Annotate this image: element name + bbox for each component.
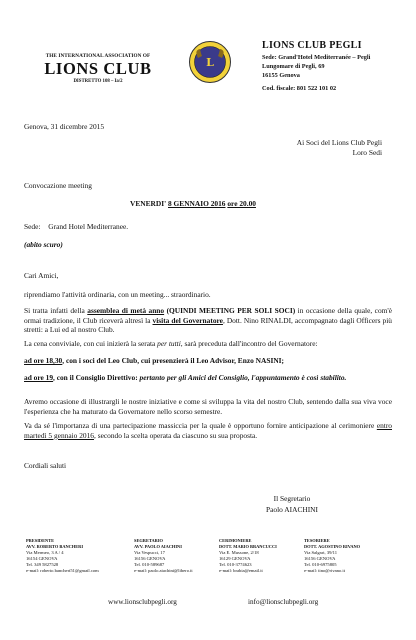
- officer-line: Tel. 349 5827528: [26, 562, 59, 567]
- officer-line: Tel. 010-6975805: [304, 562, 337, 567]
- meeting-time: ore 20.00: [227, 199, 256, 208]
- text-run: , con i soci del Leo Club, cui presenzierà il Leo Advisor, Enzo NASINI;: [62, 356, 284, 365]
- venue-line: [24, 222, 128, 232]
- text-run: ad ore 19: [24, 373, 54, 382]
- text-run: assemblea di metà anno: [87, 306, 165, 315]
- officer-name: DOTT. MARIO BRANCUCCI: [219, 544, 277, 549]
- paragraph-leo: [24, 356, 392, 366]
- officer-line: Tel. 010-3774623: [219, 562, 252, 567]
- officer-role: CERIMONIERE: [219, 538, 252, 543]
- officer-treasurer: [304, 538, 394, 574]
- officer-line: 16156 GENOVA: [304, 556, 336, 561]
- officer-line: Via Salgari, 39/11: [304, 550, 338, 555]
- letter-date: Genova, 31 dicembre 2015: [24, 122, 105, 131]
- text-run: Si tratta infatti della: [24, 306, 88, 315]
- dress-code: (abito scuro): [24, 240, 63, 249]
- officer-line: Via Vespucci, 17: [134, 550, 165, 555]
- lions-logo-icon: [188, 40, 232, 84]
- text-run: per tutti: [157, 339, 181, 348]
- officer-email[interactable]: e-mail: tino@rivano.it: [304, 568, 345, 573]
- text-run: , Dott. Nino RINALDI, accompagnato dagli Officers più stretti: a Lui ed al nostro Club.: [24, 315, 392, 335]
- paragraph-participation: [24, 421, 392, 440]
- officer-line: 16154 GENOVA: [26, 556, 58, 561]
- officer-email[interactable]: e-mail: roberto.bancheri51@gmail.com: [26, 568, 99, 573]
- lions-club-title: LIONS CLUB: [44, 59, 152, 78]
- officer-name: AVV. PAOLO AIACHINI: [134, 544, 182, 549]
- district-label: DISTRETTO 108 – Ia/2: [73, 79, 123, 84]
- officer-line: Via E. Mussone, 2/18: [219, 550, 259, 555]
- address-line: Sede: Grand'Hotel Mediterranée – Pegli: [262, 54, 371, 61]
- meeting-date: [130, 199, 256, 209]
- officer-name: AVV. ROBERTO BANCHERI: [26, 544, 84, 549]
- subject-line: Convocazione meeting: [24, 181, 92, 190]
- address-line: Lungomare di Pegli, 69: [262, 63, 325, 70]
- officer-email[interactable]: e-mail: brabia@email.it: [219, 568, 263, 573]
- text-run: entro martedì 5 gennaio 2016: [24, 421, 392, 440]
- club-address: [262, 53, 370, 80]
- text-run: , sarà preceduta dall'incontro del Governatore:: [180, 339, 318, 348]
- greeting: Cari Amici,: [24, 271, 59, 280]
- text-run: , secondo la scelta operata da ciascuno su sua proposta.: [94, 430, 258, 440]
- text-run: visita del Governatore: [152, 315, 223, 325]
- recipient: [272, 138, 382, 157]
- signer-role: Il Segretario: [273, 494, 311, 503]
- address-line: 16155 Genova: [262, 72, 300, 79]
- text-run: ad ore 18,30: [24, 356, 63, 365]
- officer-secretary: [134, 538, 224, 574]
- paragraph-council: [24, 373, 392, 383]
- club-name: LIONS CLUB PEGLI: [262, 40, 362, 51]
- intro-paragraph: riprendiamo l'attività ordinaria, con un meeting... straordinario.: [24, 290, 211, 299]
- officer-line: Tel. 010-589687: [134, 562, 165, 567]
- svg-text:L: L: [206, 56, 214, 69]
- paragraph-dinner: [24, 339, 392, 349]
- officer-role: PRESIDENTE: [26, 538, 55, 543]
- paragraph-assembly: [24, 306, 392, 335]
- officer-line: 16129 GENOVA: [219, 556, 251, 561]
- meeting-day: VENERDI': [130, 199, 167, 208]
- officer-ceremonial: [219, 538, 309, 574]
- website-link[interactable]: www.lionsclubpegli.org: [108, 598, 177, 606]
- closing: Cordiali saluti: [24, 461, 67, 470]
- officer-name: DOTT. AGOSTINO RIVANO: [304, 544, 361, 549]
- recipient-line: Loro Sedi: [352, 147, 382, 157]
- signer-name: Paolo AIACHINI: [266, 505, 318, 514]
- officer-line: 16156 GENOVA: [134, 556, 166, 561]
- officer-email[interactable]: e-mail: paolo.aiachini@libero.it: [134, 568, 193, 573]
- fiscal-code: Cod. fiscale: 801 522 101 02: [262, 85, 337, 92]
- officer-president: [26, 538, 116, 574]
- officer-role: TESORIERE: [304, 538, 330, 543]
- text-run: La cena conviviale, con cui inizierà la serata: [24, 339, 158, 348]
- text-run: pertanto per gli Amici del Consiglio, l'appuntamento è così stabilito.: [139, 373, 347, 382]
- venue-label: Sede:: [24, 222, 41, 231]
- meeting-date-value: 8 GENNAIO 2016: [168, 199, 226, 208]
- text-run: Va da sé l'importanza di una partecipazione massiccia per la quale è opportuno fornire anticipazione al cerimoniere: [24, 421, 377, 430]
- text-run: (QUINDI MEETING PER SOLI SOCI): [164, 306, 296, 315]
- recipient-line: Ai Soci del Lions Club Pegli: [296, 138, 382, 147]
- email-link[interactable]: info@lionsclubpegli.org: [248, 598, 319, 606]
- paragraph-initiatives: Avremo occasione di illustrargli le nostre iniziative e come si sviluppa la vita del nostro Club, sentendo dalla sua viva voce l'esperienza che ha maturato da Governatore nello scorso semestre.: [24, 397, 392, 416]
- officer-line: Via Mermeo, 3 A / 4: [26, 550, 64, 555]
- text-run: in occasione della quale, com'è ormai tradizione, il Club riceverà altresì la: [24, 306, 393, 325]
- officer-role: SEGRETARIO: [134, 538, 163, 543]
- association-label: THE INTERNATIONAL ASSOCIATION OF: [45, 53, 151, 59]
- text-run: , con il Consiglio Direttivo:: [53, 373, 140, 382]
- venue-name: Grand Hotel Mediterranee.: [48, 222, 129, 231]
